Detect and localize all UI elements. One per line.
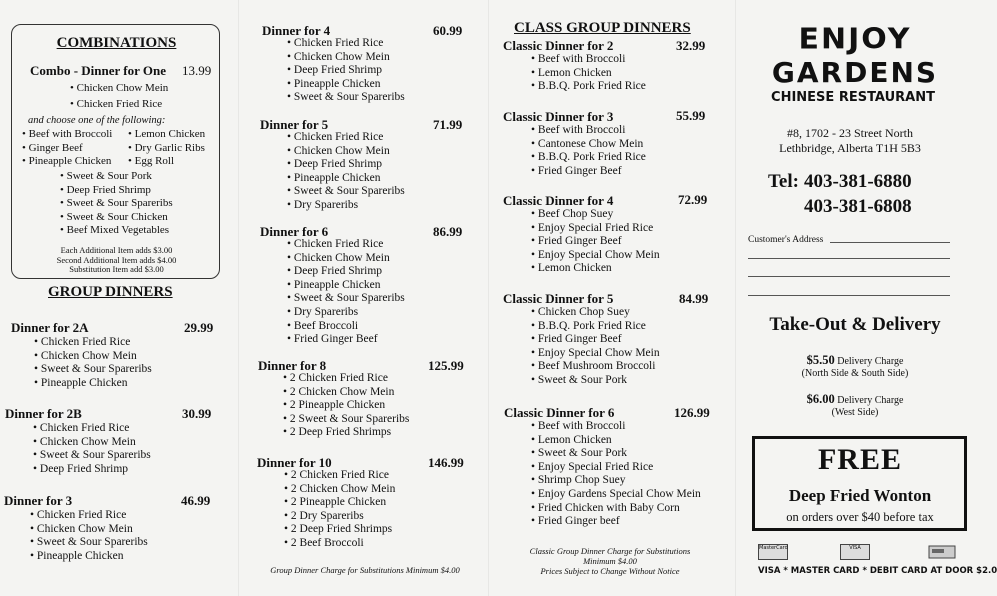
delivery-price: $6.00 bbox=[806, 392, 835, 406]
address-line-rule bbox=[748, 258, 950, 259]
dinner-price: 60.99 bbox=[433, 23, 463, 38]
list-item: • Lemon Chicken bbox=[531, 434, 701, 448]
list-item: • Pineapple Chicken bbox=[30, 550, 148, 564]
dinner-name: Classic Dinner for 4 bbox=[503, 193, 614, 208]
list-item: • 2 Chicken Fried Rice bbox=[283, 372, 409, 386]
list-item: • Deep Fried Shrimp bbox=[287, 64, 405, 78]
delivery-price: $5.50 bbox=[806, 353, 835, 367]
combo-note: Each Additional Item adds $3.00 bbox=[60, 245, 173, 255]
free-condition: on orders over $40 before tax bbox=[786, 510, 934, 524]
dinner-items bbox=[531, 306, 660, 388]
phone-2: 403-381-6808 bbox=[804, 196, 912, 217]
list-item: • Deep Fried Shrimp bbox=[33, 463, 151, 477]
list-item: • Fried Ginger Beef bbox=[531, 235, 660, 249]
list-item: • Enjoy Special Chow Mein bbox=[531, 249, 660, 263]
list-item: • Egg Roll bbox=[128, 155, 175, 167]
list-item: • Chicken Fried Rice bbox=[287, 37, 405, 51]
dinner-price: 72.99 bbox=[678, 192, 708, 207]
list-item: • Beef Broccoli bbox=[287, 320, 405, 334]
dinner-name: Dinner for 5 bbox=[260, 117, 329, 132]
delivery-charge-1 bbox=[760, 354, 950, 380]
list-item: • 2 Deep Fried Shrimps bbox=[283, 426, 409, 440]
list-item: • Pineapple Chicken bbox=[22, 155, 112, 167]
list-item: • Chicken Chop Suey bbox=[531, 306, 660, 320]
customer-address-label: Customer's Address bbox=[748, 235, 824, 245]
list-item: • Sweet & Sour Spareribs bbox=[287, 91, 405, 105]
dinner-name: Dinner for 4 bbox=[262, 23, 331, 38]
address-line-rule bbox=[748, 295, 950, 296]
list-item: • 2 Chicken Chow Mein bbox=[284, 483, 395, 497]
dinner-name: Dinner for 2B bbox=[5, 406, 82, 421]
combo-note: Second Additional Item adds $4.00 bbox=[56, 254, 177, 265]
dinner-price: 30.99 bbox=[182, 406, 212, 421]
list-item: • Chicken Chow Mein bbox=[287, 51, 405, 65]
list-item: • Fried Ginger Beef bbox=[287, 333, 405, 347]
delivery-label: Delivery Charge bbox=[837, 356, 904, 367]
list-item: • Pineapple Chicken bbox=[287, 78, 405, 92]
dinner-price: 146.99 bbox=[428, 455, 464, 470]
dinner-price: 55.99 bbox=[676, 108, 706, 123]
list-item: • Beef with Broccoli bbox=[531, 420, 701, 434]
list-item: • Dry Spareribs bbox=[287, 306, 405, 320]
free-wonton-offer bbox=[752, 436, 967, 531]
delivery-area: (North Side & South Side) bbox=[801, 368, 909, 379]
list-item: • Deep Fried Shrimp bbox=[287, 265, 405, 279]
note-line: Classic Group Dinner Charge for Substitutions bbox=[529, 546, 691, 556]
list-item: • Sweet & Sour Spareribs bbox=[30, 536, 148, 550]
dinner-name: Dinner for 6 bbox=[260, 224, 329, 239]
list-item: • Beef with Broccoli bbox=[531, 124, 646, 138]
list-item: • Enjoy Special Chow Mein bbox=[531, 347, 660, 361]
choice-list-right bbox=[128, 128, 205, 169]
dinner-name: Dinner for 3 bbox=[4, 493, 73, 508]
list-item: • Fried Chicken with Baby Corn bbox=[531, 502, 701, 516]
address-line-rule bbox=[830, 242, 950, 243]
dinner-items bbox=[30, 509, 148, 563]
list-item: • B.B.Q. Pork Fried Rice bbox=[531, 151, 646, 165]
list-item: • 2 Beef Broccoli bbox=[284, 537, 395, 551]
logo-line-3: CHINESE RESTAURANT bbox=[771, 90, 935, 105]
list-item: • Chicken Fried Rice bbox=[34, 336, 152, 350]
free-item: Deep Fried Wonton bbox=[788, 486, 932, 505]
list-item: • B.B.Q. Pork Fried Rice bbox=[531, 320, 660, 334]
list-item: • Sweet & Sour Spareribs bbox=[33, 449, 151, 463]
list-item: • 2 Dry Spareribs bbox=[284, 510, 395, 524]
list-item: • Shrimp Chop Suey bbox=[531, 474, 701, 488]
dinner-items bbox=[34, 336, 152, 390]
list-item: • 2 Pineapple Chicken bbox=[284, 496, 395, 510]
fold-line bbox=[238, 0, 239, 596]
list-item: • Lemon Chicken bbox=[128, 128, 206, 140]
delivery-label: Delivery Charge bbox=[837, 395, 904, 406]
debit-terminal-icon bbox=[928, 544, 958, 560]
choose-note: and choose one of the following: bbox=[28, 115, 166, 126]
dinner-items bbox=[287, 37, 405, 105]
list-item: • Fried Ginger Beef bbox=[531, 333, 660, 347]
list-item: • Sweet & Sour Spareribs bbox=[60, 197, 173, 209]
list-item: • Chicken Chow Mein bbox=[70, 82, 169, 94]
phone-1: 403-381-6880 bbox=[804, 171, 912, 192]
list-item: • Chicken Fried Rice bbox=[33, 422, 151, 436]
list-item: • Ginger Beef bbox=[22, 141, 83, 154]
list-item: • Chicken Fried Rice bbox=[70, 97, 163, 110]
combo-notes bbox=[12, 246, 221, 275]
combo-note: Substitution Item add $3.00 bbox=[69, 264, 164, 274]
dinner-price: 84.99 bbox=[679, 291, 709, 306]
takeout-delivery-title: Take-Out & Delivery bbox=[769, 314, 941, 335]
list-item: • Enjoy Special Fried Rice bbox=[531, 461, 701, 475]
dinner-price: 71.99 bbox=[433, 117, 463, 132]
group-dinners-title: GROUP DINNERS bbox=[48, 284, 173, 300]
list-item: • Deep Fried Shrimp bbox=[60, 183, 151, 196]
dinner-items bbox=[287, 131, 405, 213]
fold-line bbox=[488, 0, 489, 596]
dinner-items bbox=[531, 208, 660, 276]
list-item: • Fried Ginger beef bbox=[531, 515, 701, 529]
class-group-title: CLASS GROUP DINNERS bbox=[514, 20, 691, 36]
delivery-charge-2 bbox=[760, 393, 950, 419]
dinner-name: Dinner for 8 bbox=[258, 358, 327, 373]
dinner-items bbox=[287, 238, 405, 347]
list-item: • B.B.Q. Pork Fried Rice bbox=[531, 80, 646, 94]
list-item: • Sweet & Sour Pork bbox=[60, 170, 152, 182]
list-item: • Chicken Chow Mein bbox=[30, 523, 148, 537]
free-title: FREE bbox=[817, 443, 902, 476]
list-item: • Sweet & Sour Pork bbox=[531, 374, 660, 388]
list-item: • 2 Pineapple Chicken bbox=[283, 399, 409, 413]
dinner-items bbox=[283, 372, 409, 440]
mastercard-icon: MasterCard bbox=[758, 544, 788, 560]
list-item: • Lemon Chicken bbox=[531, 67, 646, 81]
dinner-price: 32.99 bbox=[676, 38, 706, 53]
list-item: • Lemon Chicken bbox=[531, 262, 660, 276]
list-item: • Cantonese Chow Mein bbox=[531, 138, 646, 152]
fold-line bbox=[735, 0, 736, 596]
dinner-items bbox=[531, 420, 701, 529]
list-item: • Chicken Chow Mein bbox=[287, 252, 405, 266]
address-line-rule bbox=[748, 276, 950, 277]
list-item: • Pineapple Chicken bbox=[34, 377, 152, 391]
list-item: • Chicken Chow Mein bbox=[287, 145, 405, 159]
logo-line-2: GARDENS bbox=[771, 56, 939, 89]
list-item: • Pineapple Chicken bbox=[287, 279, 405, 293]
list-item: • Sweet & Sour Chicken bbox=[60, 210, 168, 223]
combinations-box bbox=[11, 24, 220, 279]
list-item: • Fried Ginger Beef bbox=[531, 165, 646, 179]
list-item: • 2 Chicken Chow Mein bbox=[283, 386, 409, 400]
list-item: • Chicken Fried Rice bbox=[30, 509, 148, 523]
list-item: • Sweet & Sour Spareribs bbox=[287, 292, 405, 306]
dinner-items bbox=[33, 422, 151, 476]
tel-label: Tel: bbox=[768, 171, 799, 192]
payment-methods: VISA * MASTER CARD * DEBIT CARD AT DOOR $2.0 bbox=[758, 566, 997, 576]
list-item: • Beef Mushroom Broccoli bbox=[531, 360, 660, 374]
list-item: • Chicken Chow Mein bbox=[33, 436, 151, 450]
dinner-name: Classic Dinner for 5 bbox=[503, 291, 614, 306]
combinations-title: COMBINATIONS bbox=[56, 35, 177, 51]
list-item: • Dry Spareribs bbox=[287, 199, 405, 213]
list-item: • Enjoy Special Fried Rice bbox=[531, 222, 660, 236]
dinner-items bbox=[531, 53, 646, 94]
visa-icon: VISA bbox=[840, 544, 870, 560]
dinner-name: Dinner for 10 bbox=[257, 455, 332, 470]
note-line: Prices Subject to Change Without Notice bbox=[540, 566, 680, 576]
address-line-1: #8, 1702 - 23 Street North bbox=[787, 126, 913, 140]
list-item: • 2 Chicken Fried Rice bbox=[284, 469, 395, 483]
list-item: • Dry Garlic Ribs bbox=[128, 141, 205, 154]
choice-list-left bbox=[22, 128, 112, 169]
dinner-price: 125.99 bbox=[428, 358, 464, 373]
list-item: • Beef with Broccoli bbox=[531, 53, 646, 67]
list-item: • Chicken Fried Rice bbox=[287, 238, 405, 252]
note-line: Minimum $4.00 bbox=[583, 556, 637, 566]
dinner-price: 46.99 bbox=[181, 493, 211, 508]
list-item: • Sweet & Sour Spareribs bbox=[287, 185, 405, 199]
combo-base-list bbox=[70, 82, 168, 111]
dinner-name: Dinner for 2A bbox=[11, 320, 89, 335]
list-item: • Pineapple Chicken bbox=[287, 172, 405, 186]
list-item: • Enjoy Gardens Special Chow Mein bbox=[531, 488, 701, 502]
dinner-items bbox=[531, 124, 646, 178]
group-substitution-note: Group Dinner Charge for Substitutions Minimum $4.00 bbox=[270, 565, 460, 575]
class-group-notes bbox=[500, 546, 720, 576]
list-item: • Chicken Fried Rice bbox=[287, 131, 405, 145]
list-item: • Beef Mixed Vegetables bbox=[60, 224, 170, 236]
list-item: • Chicken Chow Mein bbox=[34, 350, 152, 364]
dinner-name: Classic Dinner for 2 bbox=[503, 38, 614, 53]
list-item: • Sweet & Sour Pork bbox=[531, 447, 701, 461]
dinner-name: Classic Dinner for 6 bbox=[504, 405, 615, 420]
list-item: • Beef with Broccoli bbox=[22, 128, 113, 140]
dinner-name: Classic Dinner for 3 bbox=[503, 109, 614, 124]
combo-price: 13.99 bbox=[182, 63, 212, 78]
dinner-items bbox=[284, 469, 395, 551]
dinner-price: 126.99 bbox=[674, 405, 710, 420]
choice-list-more bbox=[60, 170, 173, 238]
combo-name: Combo - Dinner for One bbox=[30, 63, 167, 78]
list-item: • Sweet & Sour Spareribs bbox=[34, 363, 152, 377]
address-line-2: Lethbridge, Alberta T1H 5B3 bbox=[779, 141, 921, 155]
list-item: • Deep Fried Shrimp bbox=[287, 158, 405, 172]
logo-line-1: ENJOY bbox=[798, 22, 912, 57]
list-item: • 2 Deep Fried Shrimps bbox=[284, 523, 395, 537]
delivery-area: (West Side) bbox=[831, 407, 879, 418]
dinner-price: 29.99 bbox=[184, 320, 214, 335]
list-item: • Beef Chop Suey bbox=[531, 208, 660, 222]
dinner-price: 86.99 bbox=[433, 224, 463, 239]
list-item: • 2 Sweet & Sour Spareribs bbox=[283, 413, 409, 427]
